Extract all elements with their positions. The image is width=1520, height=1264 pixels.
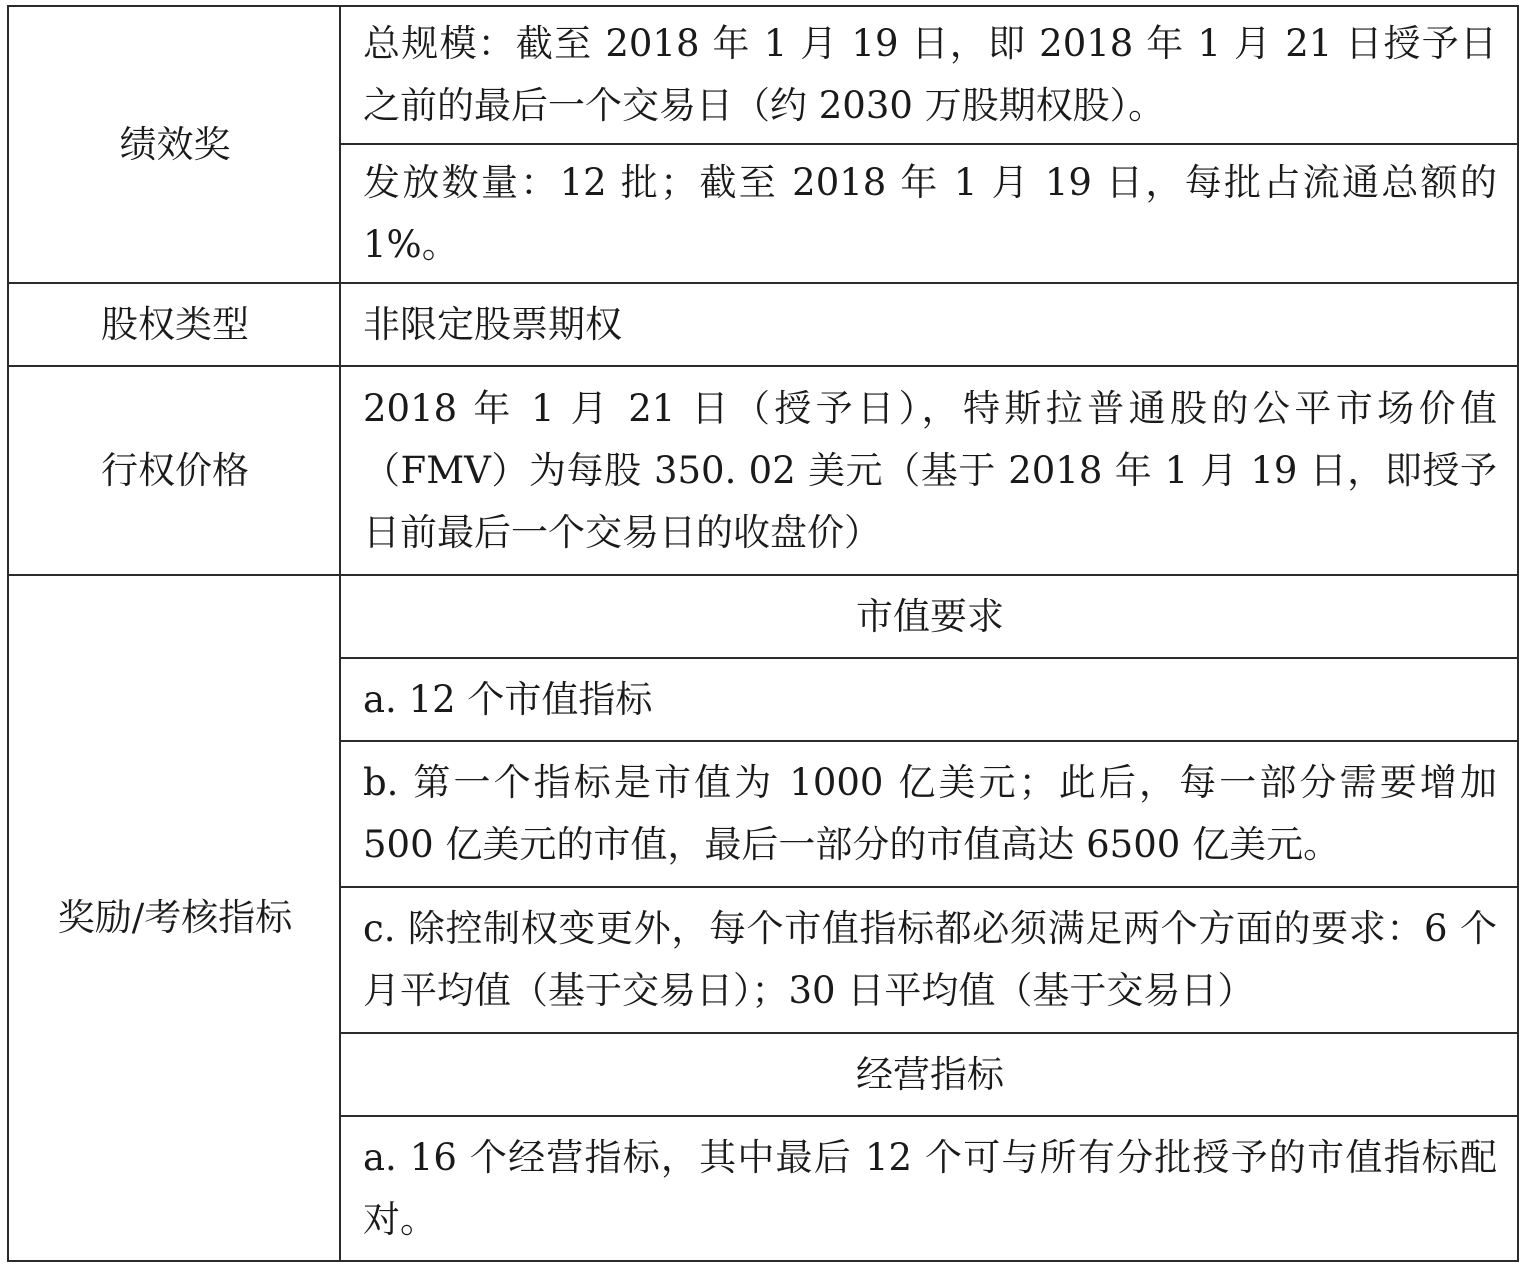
operational-heading: 经营指标 — [340, 1033, 1518, 1116]
exercise-price-value: 2018 年 1 月 21 日（授予日），特斯拉普通股的公平市场价值（FMV）为每股 350. 02 美元（基于 2018 年 1 月 19 日，即授予日前最后一个交易日的收盘价） — [340, 366, 1518, 575]
market-cap-heading: 市值要求 — [340, 575, 1518, 658]
performance-award-label: 绩效奖 — [8, 6, 340, 283]
table-row — [8, 283, 1518, 366]
operational-item-a: a. 16 个经营指标，其中最后 12 个可与所有分批授予的市值指标配对。 — [340, 1116, 1518, 1261]
market-cap-item-c: c. 除控制权变更外，每个市值指标都必须满足两个方面的要求：6 个月平均值（基于交易日）；30 日平均值（基于交易日） — [340, 887, 1518, 1033]
equity-type-label: 股权类型 — [8, 283, 340, 366]
table-row — [8, 6, 1518, 144]
tranches-text: 发放数量：12 批；截至 2018 年 1 月 19 日，每批占流通总额的 1%。 — [340, 144, 1518, 283]
table-row — [8, 575, 1518, 658]
market-cap-item-b: b. 第一个指标是市值为 1000 亿美元；此后，每一部分需要增加 500 亿美元的市值，最后一部分的市值高达 6500 亿美元。 — [340, 741, 1518, 887]
exercise-price-label: 行权价格 — [8, 366, 340, 575]
table-row — [8, 366, 1518, 575]
market-cap-item-a: a. 12 个市值指标 — [340, 658, 1518, 741]
vesting-metrics-label: 奖励/考核指标 — [8, 575, 340, 1261]
total-scale-text: 总规模：截至 2018 年 1 月 19 日，即 2018 年 1 月 21 日授予日之前的最后一个交易日（约 2030 万股期权股）。 — [340, 6, 1518, 144]
option-award-table — [7, 5, 1519, 1262]
equity-type-value: 非限定股票期权 — [340, 283, 1518, 366]
